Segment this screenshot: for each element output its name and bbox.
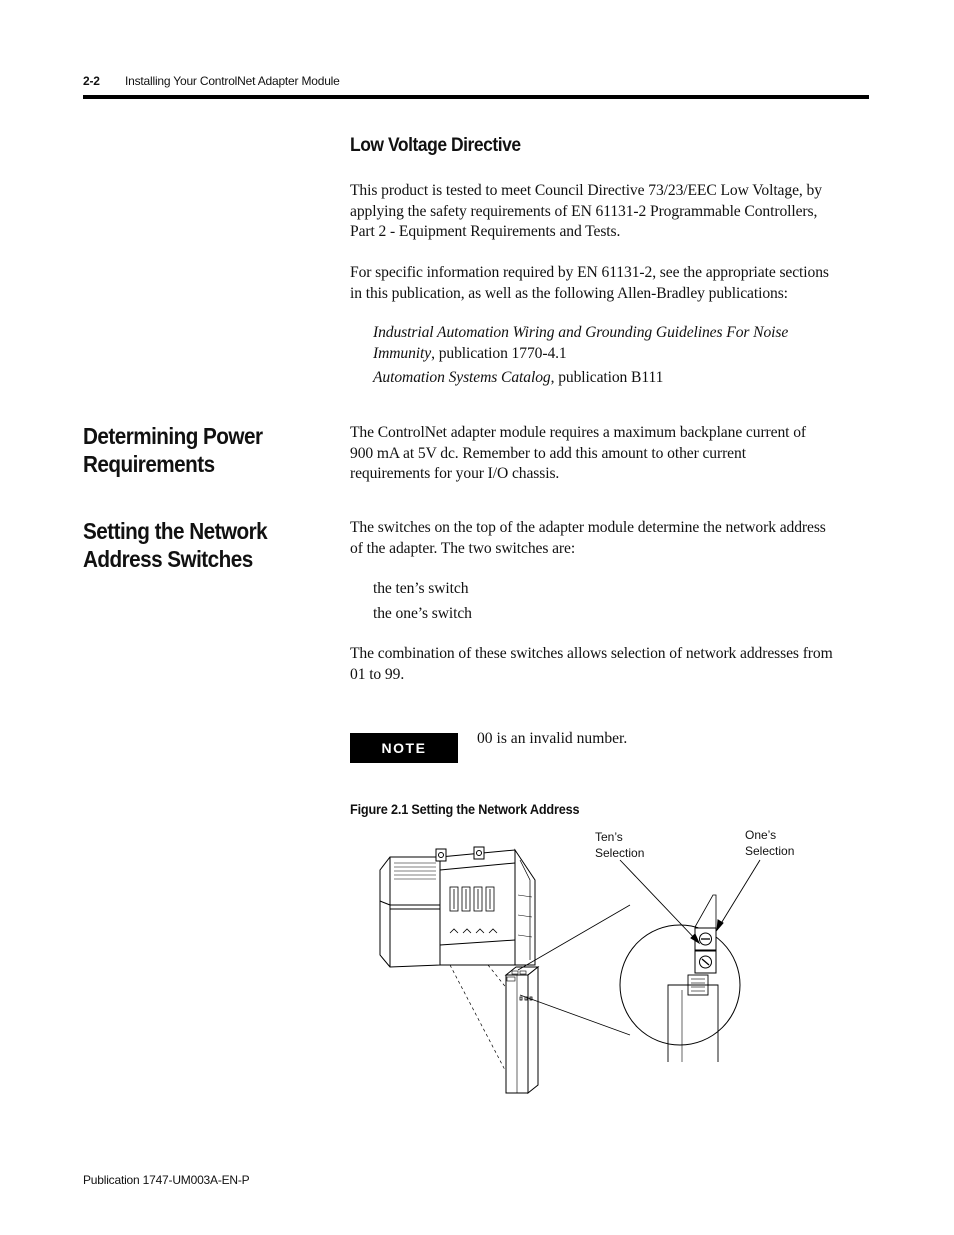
note-text: 00 is an invalid number. <box>477 730 628 747</box>
ones-selection-label: One’s Selection <box>745 828 795 858</box>
note-label: NOTE <box>350 733 458 763</box>
switch-list-item: the one’s switch <box>373 605 472 622</box>
network-switches-heading: Setting the Network Address Switches <box>83 518 268 572</box>
figure-caption: Figure 2.1 Setting the Network Address <box>350 802 580 817</box>
tens-selection-label: Ten’s Selection <box>595 830 645 860</box>
footer-publication: Publication 1747-UM003A-EN-P <box>83 1173 250 1187</box>
header-page-number: 2-2 <box>83 74 100 88</box>
publication-reference-2: Automation Systems Catalog, publication B111 <box>373 369 664 386</box>
network-address-figure <box>370 825 780 1105</box>
switch-list-item: the ten’s switch <box>373 580 469 597</box>
header-rule <box>83 95 869 99</box>
low-voltage-paragraph-1: This product is tested to meet Council Directive 73/23/EEC Low Voltage, by applying the safety requirements of EN 61131-2 Programmable Controllers, Part 2 - Equipment Requirements and Tests. <box>350 182 822 240</box>
low-voltage-paragraph-2: For specific information required by EN 61131-2, see the appropriate sections in this publication, as well as the following Allen-Bradley publications: <box>350 264 829 302</box>
network-switches-combination: The combination of these switches allows selection of network addresses from 01 to 99. <box>350 645 833 683</box>
switch-detail-magnifier <box>620 895 740 1062</box>
header-chapter-title: Installing Your ControlNet Adapter Module <box>125 74 340 88</box>
low-voltage-heading: Low Voltage Directive <box>350 135 521 156</box>
network-switches-intro: The switches on the top of the adapter module determine the network address of the adapter. The two switches are: <box>350 519 826 557</box>
power-requirements-heading: Determining Power Requirements <box>83 423 263 477</box>
io-chassis-drawing <box>380 847 535 967</box>
adapter-module-drawing <box>506 967 538 1093</box>
power-requirements-body: The ControlNet adapter module requires a maximum backplane current of 900 mA at 5V dc. Remember to add this amount to other current requirements for your I/O chassis. <box>350 424 806 482</box>
publication-reference-1: Industrial Automation Wiring and Grounding Guidelines For Noise Immunity, publication 1770-4.1 <box>373 324 789 362</box>
